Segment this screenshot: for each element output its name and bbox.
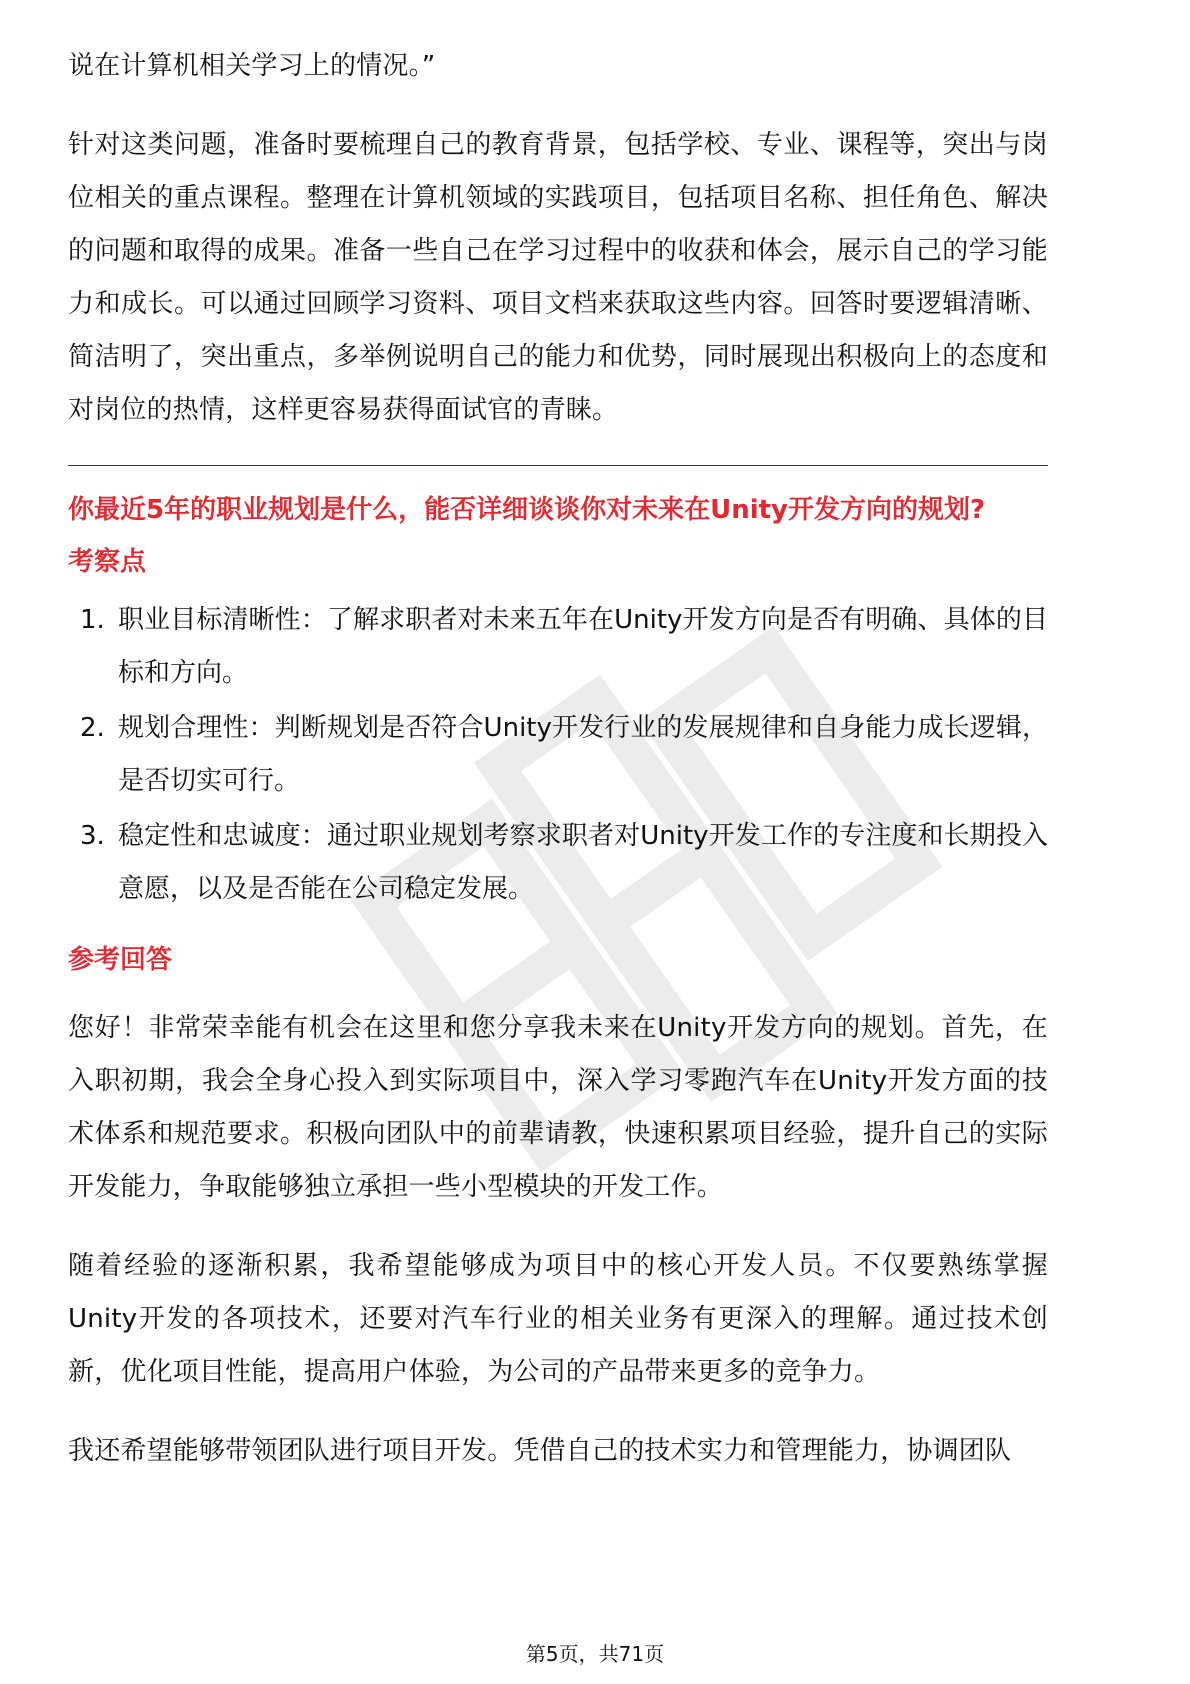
list-item: [68, 702, 1048, 808]
intro-tail-text: 说在计算机相关学习上的情况。”: [68, 51, 436, 81]
answer-paragraph: 随着经验的逐渐积累，我希望能够成为项目中的核心开发人员。不仅要熟练掌握Unity开发的各项技术，还要对汽车行业的相关业务有更深入的理解。通过技术创新，优化项目性能，提高用户体验，为公司的产品带来更多的竞争力。: [68, 1251, 1048, 1387]
question-heading: 你最近5年的职业规划是什么，能否详细谈谈你对未来在Unity开发方向的规划?: [68, 495, 986, 525]
list-item-number: 3.: [80, 821, 105, 851]
answer-title: 参考回答: [68, 945, 173, 975]
list-item-number: 1.: [80, 605, 105, 635]
page-footer: 第5页，共71页: [525, 1642, 665, 1666]
section-divider: [68, 465, 1048, 466]
answer-paragraph: 您好！非常荣幸能有机会在这里和您分享我未来在Unity开发方向的规划。首先，在入职初期，我会全身心投入到实际项目中，深入学习零跑汽车在Unity开发方面的技术体系和规范要求。积极向团队中的前辈请教，快速积累项目经验，提升自己的实际开发能力，争取能够独立承担一些小型模块的开发工作。: [68, 1013, 1048, 1202]
points-list: [68, 594, 1048, 916]
list-item-text: 规划合理性：判断规划是否符合Unity开发行业的发展规律和自身能力成长逻辑，是否切实可行。: [118, 713, 1048, 796]
list-item-number: 2.: [80, 713, 105, 743]
points-title: 考察点: [68, 547, 147, 577]
list-item: [68, 594, 1048, 700]
list-item-text: 职业目标清晰性：了解求职者对未来五年在Unity开发方向是否有明确、具体的目标和方向。: [118, 605, 1048, 688]
list-item: [68, 810, 1048, 916]
list-item-text: 稳定性和忠诚度：通过职业规划考察求职者对Unity开发工作的专注度和长期投入意愿，以及是否能在公司稳定发展。: [118, 821, 1048, 904]
document-body: [68, 40, 1048, 1478]
advice-paragraph: 针对这类问题，准备时要梳理自己的教育背景，包括学校、专业、课程等，突出与岗位相关的重点课程。整理在计算机领域的实践项目，包括项目名称、担任角色、解决的问题和取得的成果。准备一些自己在学习过程中的收获和体会，展示自己的学习能力和成长。可以通过回顾学习资料、项目文档来获取这些内容。回答时要逻辑清晰、简洁明了，突出重点，多举例说明自己的能力和优势，同时展现出积极向上的态度和对岗位的热情，这样更容易获得面试官的青睐。: [68, 130, 1048, 425]
answer-paragraph: 我还希望能够带领团队进行项目开发。凭借自己的技术实力和管理能力，协调团队: [68, 1436, 1012, 1466]
